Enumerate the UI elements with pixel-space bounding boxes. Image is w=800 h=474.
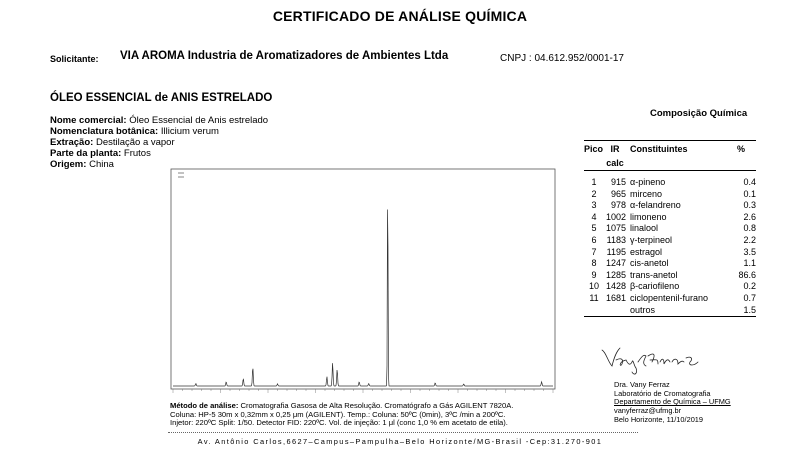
peak-number: 4 [591, 211, 597, 222]
oil-title: ÓLEO ESSENCIAL de ANIS ESTRELADO [50, 92, 273, 104]
info-value: China [86, 159, 114, 170]
constituent-percent: 1.1 [743, 258, 756, 269]
signature-block [614, 381, 731, 425]
info-parte-planta [50, 148, 151, 159]
peak-number: 10 [588, 281, 599, 292]
info-label: Nome comercial: [50, 115, 127, 126]
method-label: Método de análise: [170, 401, 239, 410]
constituent-name: γ-terpineol [630, 234, 673, 245]
composition-row [584, 212, 756, 224]
signature-date: Belo Horizonte, 11/10/2019 [614, 414, 704, 424]
info-nome-comercial [50, 115, 268, 126]
constituent-percent: 0.3 [743, 200, 756, 211]
peak-number: 5 [591, 223, 597, 234]
header-constituintes: Constituintes [630, 141, 726, 157]
composition-row [584, 305, 756, 317]
retention-index [604, 305, 630, 317]
footer-address: Av. Antônio Carlos,6627–Campus–Pampulha–Belo Horizonte/MG-Brasil -Cep:31.270-901 [197, 437, 603, 446]
composition-row [584, 281, 756, 293]
constituent-percent: 86.6 [738, 269, 756, 280]
retention-index: 1002 [605, 211, 626, 222]
cnpj: CNPJ : 04.612.952/0001-17 [500, 53, 624, 64]
retention-index: 1247 [605, 258, 626, 269]
info-origem [50, 159, 114, 170]
info-nomenclatura [50, 126, 219, 137]
composition-title: Composição Química [650, 108, 748, 119]
constituent-percent: 3.5 [743, 246, 756, 257]
composition-row [584, 235, 756, 247]
chart-frame [171, 169, 555, 389]
peak-number [584, 305, 604, 317]
peak-number: 3 [591, 200, 597, 211]
retention-index: 1285 [605, 269, 626, 280]
constituent-percent: 1.5 [726, 305, 756, 317]
header-blank [726, 156, 756, 171]
chromatogram-chart [170, 168, 556, 400]
constituent-name: estragol [630, 246, 663, 257]
retention-index: 1075 [605, 223, 626, 234]
retention-index: 1195 [606, 246, 626, 257]
info-label: Origem: [50, 159, 87, 170]
constituent-name: cis-anetol [630, 258, 669, 269]
constituent-name: α-pineno [630, 177, 666, 187]
peak-number: 11 [589, 292, 599, 303]
info-value: Illicium verum [158, 126, 219, 137]
constituent-name: limoneno [630, 211, 667, 222]
composition-row [584, 171, 756, 189]
header-pico: Pico [584, 141, 604, 157]
info-label: Nomenclatura botânica: [50, 126, 159, 137]
constituent-name: ciclopentenil-furano [630, 292, 709, 303]
info-value: Frutos [121, 148, 151, 159]
certificate-title: CERTIFICADO DE ANÁLISE QUÍMICA [272, 8, 528, 24]
info-value: Óleo Essencial de Anis estrelado [126, 115, 269, 126]
peak-number: 2 [591, 188, 597, 199]
constituent-name: trans-anetol [630, 269, 678, 280]
info-label: Extração: [50, 137, 94, 148]
retention-index: 1681 [605, 292, 626, 303]
constituent-percent: 0.8 [743, 223, 756, 234]
constituent-name: outros [630, 305, 726, 317]
retention-index: 915 [610, 177, 626, 187]
info-label: Parte da planta: [50, 148, 122, 159]
header-ir: IR [604, 141, 630, 157]
peak-number: 9 [591, 269, 597, 280]
method-line-2: Coluna: HP-5 30m x 0,32mm x 0,25 μm (AGILENT). Temp.: Coluna: 50ºC (0min), 3ºC /min a 200ºC. [170, 409, 506, 419]
composition-row [584, 247, 756, 259]
constituent-percent: 2.2 [743, 234, 756, 245]
header-ir-calc: calc [604, 156, 630, 171]
method-line-1: Cromatografia Gasosa de Alta Resolução. Cromatógrafo a Gás AGILENT 7820A. [238, 401, 514, 410]
solicitante-name: VIA AROMA Industria de Aromatizadores de Ambientes Ltda [120, 50, 449, 62]
retention-index: 1183 [606, 234, 626, 245]
constituent-percent: 2.6 [743, 211, 756, 222]
composition-row [584, 223, 756, 235]
retention-index: 965 [610, 188, 626, 199]
retention-index: 978 [610, 200, 626, 211]
composition-row [584, 270, 756, 282]
retention-index: 1428 [605, 281, 626, 292]
composition-row [584, 293, 756, 305]
info-extracao [50, 137, 175, 148]
footer-divider [168, 432, 638, 433]
composition-row [584, 200, 756, 212]
constituent-name: α-felandreno [630, 200, 681, 211]
constituent-name: β-cariofileno [630, 281, 680, 292]
signature-stroke [602, 348, 698, 374]
signer-email: vanyferraz@ufmg.br [614, 406, 682, 416]
handwritten-signature [598, 340, 708, 376]
signer-name: Dra. Vany Ferraz [614, 380, 670, 389]
signer-department: Departamento de Química – UFMG [614, 397, 731, 407]
method-line-3: Injetor: 220ºC Split: 1/50. Detector FID: 220ºC. Vol. de injeção: 1 μl (conc 1,0 % em acetato de etila). [170, 418, 508, 428]
composition-table [584, 140, 756, 317]
peak-number: 8 [591, 258, 597, 269]
composition-row [584, 189, 756, 201]
peak-number: 7 [591, 246, 597, 257]
constituent-percent: 0.1 [743, 188, 756, 199]
peak-number: 1 [591, 177, 597, 187]
header-blank [584, 156, 604, 171]
signer-lab: Laboratório de Cromatografia [614, 388, 711, 398]
solicitante-label: Solicitante: [50, 54, 99, 64]
composition-row [584, 258, 756, 270]
method-description [170, 402, 570, 428]
header-blank [630, 156, 726, 171]
constituent-percent: 0.4 [743, 177, 756, 187]
constituent-name: linalool [630, 223, 659, 234]
peak-number: 6 [591, 234, 597, 245]
constituent-name: mirceno [630, 188, 663, 199]
x-axis-ticks [173, 389, 553, 393]
info-value: Destilação a vapor [93, 137, 175, 148]
constituent-percent: 0.2 [743, 281, 756, 292]
header-percent: % [726, 141, 756, 157]
constituent-percent: 0.7 [743, 292, 756, 303]
